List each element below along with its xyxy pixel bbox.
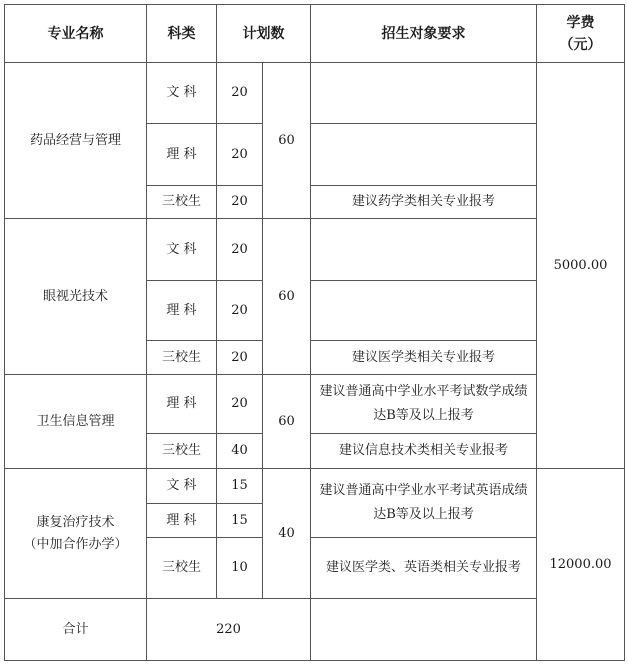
category-cell: 理 科 <box>147 504 217 538</box>
requirement-cell: 建议医学类相关专业报考 <box>311 341 537 375</box>
requirement-cell <box>311 281 537 341</box>
major-name-line2: （中加合作办学） <box>23 536 128 552</box>
fee-cell: 5000.00 <box>537 63 625 469</box>
header-fee-line2: （元） <box>559 36 602 53</box>
table-row <box>5 469 625 504</box>
major-name <box>5 469 147 599</box>
header-fee-line1: 学费 <box>566 14 595 31</box>
major-name: 眼视光技术 <box>5 219 147 375</box>
category-cell: 文 科 <box>147 63 217 124</box>
requirement-cell <box>311 63 537 124</box>
major-total: 60 <box>263 63 311 219</box>
plan-cell: 20 <box>217 281 263 341</box>
header-row <box>5 5 625 63</box>
category-cell: 理 科 <box>147 124 217 186</box>
plan-cell: 20 <box>217 63 263 124</box>
header-category: 科类 <box>147 5 217 63</box>
header-major: 专业名称 <box>5 5 147 63</box>
category-cell: 理 科 <box>147 281 217 341</box>
requirement-cell: 建议普通高中学业水平考试英语成绩达B等及以上报考 <box>311 469 537 538</box>
plan-cell: 20 <box>217 375 263 434</box>
major-total: 60 <box>263 219 311 375</box>
total-empty-cell <box>311 599 537 661</box>
major-name: 卫生信息管理 <box>5 375 147 469</box>
total-value: 220 <box>147 599 311 661</box>
category-cell: 三校生 <box>147 186 217 219</box>
header-plan: 计划数 <box>217 5 311 63</box>
header-requirement: 招生对象要求 <box>311 5 537 63</box>
plan-cell: 40 <box>217 434 263 469</box>
category-cell: 三校生 <box>147 341 217 375</box>
major-total: 60 <box>263 375 311 469</box>
category-cell: 文 科 <box>147 219 217 281</box>
header-fee <box>537 5 625 63</box>
plan-cell: 15 <box>217 469 263 504</box>
table-row <box>5 63 625 124</box>
plan-cell: 10 <box>217 538 263 599</box>
table-row <box>5 219 625 281</box>
plan-cell: 20 <box>217 124 263 186</box>
major-name-line1: 康复治疗技术 <box>36 514 115 530</box>
category-cell: 理 科 <box>147 375 217 434</box>
admission-plan-table <box>4 4 625 661</box>
plan-cell: 20 <box>217 186 263 219</box>
total-label: 合计 <box>5 599 147 661</box>
major-name: 药品经营与管理 <box>5 63 147 219</box>
fee-cell: 12000.00 <box>537 469 625 661</box>
major-total: 40 <box>263 469 311 599</box>
category-cell: 三校生 <box>147 434 217 469</box>
total-row <box>5 599 625 661</box>
requirement-cell: 建议普通高中学业水平考试数学成绩达B等及以上报考 <box>311 375 537 434</box>
table-row <box>5 375 625 434</box>
requirement-cell <box>311 124 537 186</box>
category-cell: 文 科 <box>147 469 217 504</box>
requirement-cell <box>311 219 537 281</box>
requirement-cell: 建议信息技术类相关专业报考 <box>311 434 537 469</box>
plan-cell: 20 <box>217 341 263 375</box>
plan-cell: 20 <box>217 219 263 281</box>
requirement-cell: 建议药学类相关专业报考 <box>311 186 537 219</box>
category-cell: 三校生 <box>147 538 217 599</box>
requirement-cell: 建议医学类、英语类相关专业报考 <box>311 538 537 599</box>
plan-cell: 15 <box>217 504 263 538</box>
